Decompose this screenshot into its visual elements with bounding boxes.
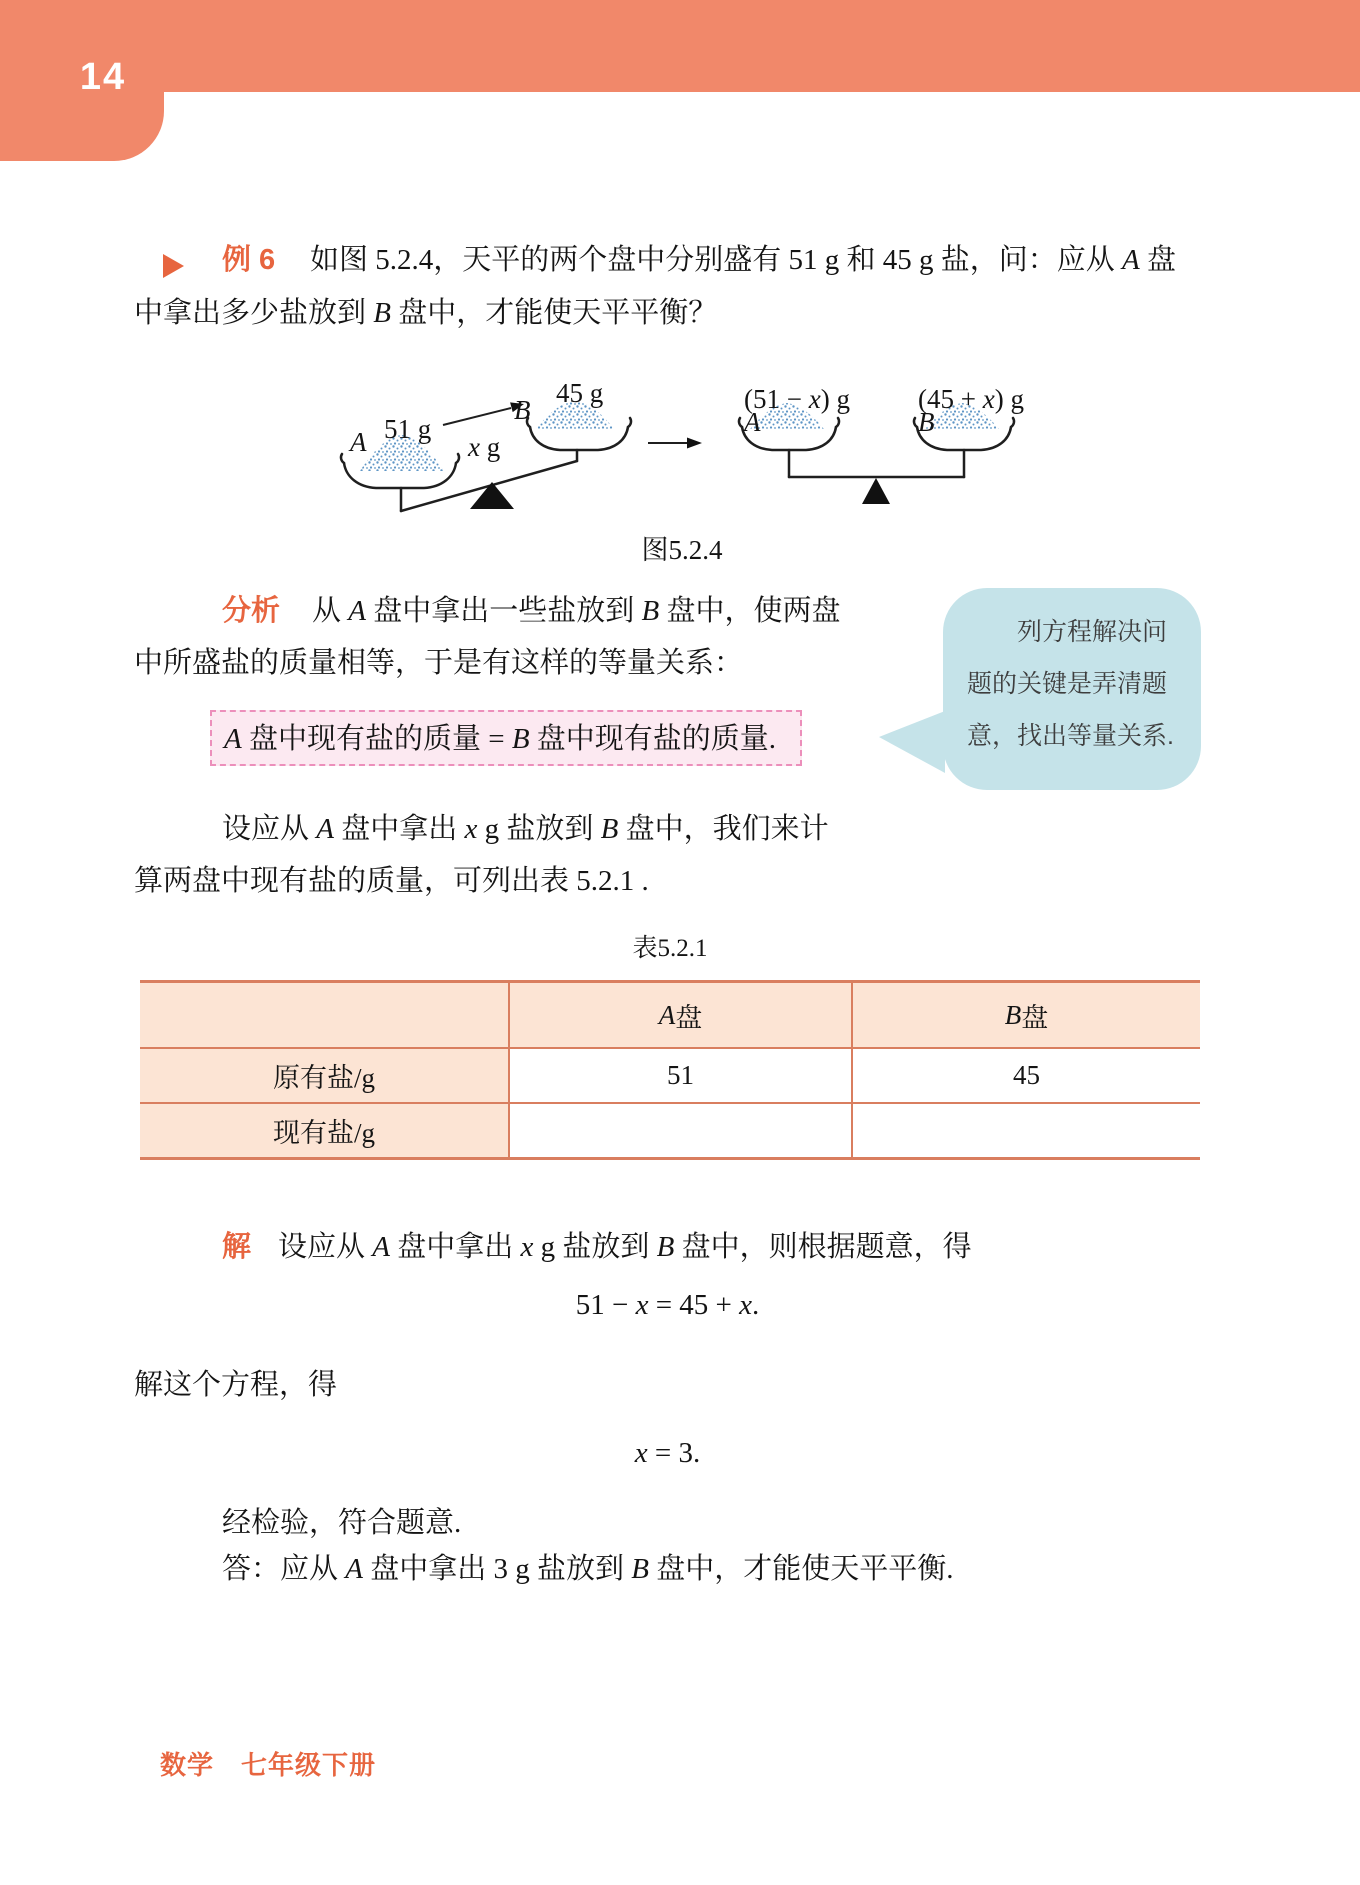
table-header-b: B 盘 (851, 983, 1200, 1049)
footer-text: 数学 七年级下册 (160, 1750, 377, 1780)
solution-answer: 答：应从 A 盘中拿出 3 g 盐放到 B 盘中，才能使天平平衡. (222, 1553, 954, 1585)
table-row-label: 现有盐/g (140, 1104, 508, 1157)
table-cell-original-a: 51 (508, 1049, 851, 1104)
page-number: 14 (79, 56, 127, 98)
pan-b-left (530, 427, 628, 450)
table-cell-current-a (508, 1104, 851, 1157)
table-cell-current-b (851, 1104, 1200, 1157)
figure-caption: 图5.2.4 (641, 535, 723, 565)
solution-label: 解 (222, 1231, 252, 1263)
fulcrum-left (470, 482, 514, 509)
table-corner-cell (140, 983, 508, 1049)
solution-line-2: 解这个方程，得 (134, 1369, 338, 1401)
note-line-2: 题的关键是弄清题 (967, 670, 1168, 698)
table-header-a: A 盘 (508, 983, 851, 1049)
note-bubble-tail (879, 711, 945, 773)
pan-a-left-label: A (350, 427, 367, 457)
fulcrum-right (862, 478, 890, 504)
example-line-2: 中拿出多少盐放到 B 盘中，才能使天平平衡？ (134, 297, 718, 329)
salt-table (140, 980, 1200, 1160)
key-relation-box (210, 710, 802, 766)
note-text (967, 606, 1174, 762)
mass-a-left: 51 g (384, 414, 432, 444)
pan-b-left-label: B (514, 395, 531, 425)
pan-b-right-label: B (918, 407, 935, 437)
note-line-3: 意，找出等量关系. (967, 722, 1174, 750)
header-band (0, 0, 1360, 92)
example-marker-icon (163, 254, 184, 278)
example-label: 例 6 (222, 244, 276, 276)
setup-line-1: 设应从 A 盘中拿出 x g 盐放到 B 盘中，我们来计 (222, 813, 829, 845)
solution-line-3: 经检验，符合题意. (222, 1507, 462, 1539)
table-caption: 表5.2.1 (632, 935, 708, 962)
analysis-line-1: 从 A 盘中拿出一些盐放到 B 盘中，使两盘 (312, 595, 841, 627)
key-relation-text: A 盘中现有盐的质量 = B 盘中现有盐的质量. (224, 723, 777, 755)
example-line-1: 如图 5.2.4，天平的两个盘中分别盛有 51 g 和 45 g 盐，问：应从 A 盘 (310, 244, 1176, 276)
solution-line-1: 设应从 A 盘中拿出 x g 盐放到 B 盘中，则根据题意，得 (278, 1231, 972, 1263)
table-cell-original-b: 45 (851, 1049, 1200, 1104)
setup-line-2: 算两盘中现有盐的质量，可列出表 5.2.1 . (134, 865, 649, 897)
transfer-arrow (443, 408, 511, 425)
transfer-mass-label: x g (468, 432, 501, 462)
mass-b-right: (45 + x) g (918, 384, 1024, 414)
analysis-label: 分析 (222, 595, 281, 627)
pan-a-right-label: A (744, 407, 761, 437)
equation-2: x = 3. (634, 1437, 701, 1469)
table-row-label: 原有盐/g (140, 1049, 508, 1104)
note-line-1: 列方程解决问 (1017, 618, 1168, 646)
mass-b-left: 45 g (556, 378, 604, 408)
analysis-line-2: 中所盛盐的质量相等，于是有这样的等量关系： (134, 647, 744, 679)
mass-a-right: (51 − x) g (744, 384, 850, 414)
equation-1: 51 − x = 45 + x. (575, 1289, 760, 1321)
